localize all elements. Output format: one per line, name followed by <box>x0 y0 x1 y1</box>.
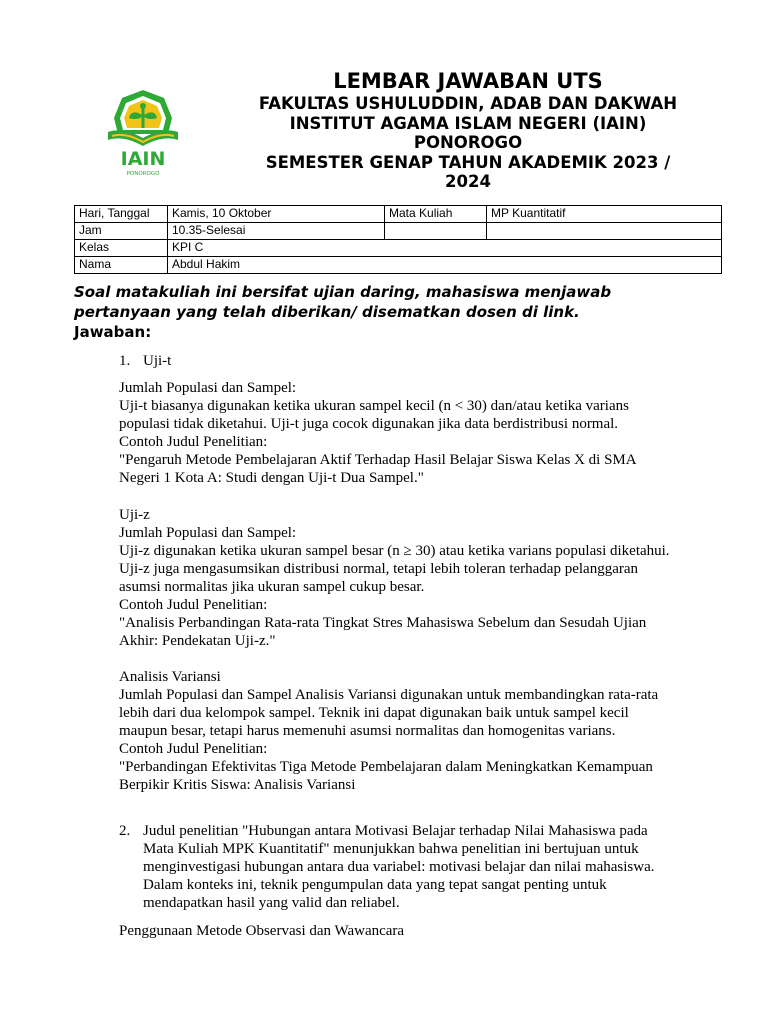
table-cell: Mata Kuliah <box>385 206 487 223</box>
paragraph-line: Jumlah Populasi dan Sampel: <box>119 525 297 541</box>
logo-text: IAIN <box>120 148 166 170</box>
paragraph-line: lebih dari dua kelompok sampel. Teknik ini dapat digunakan baik untuk sampel kecil <box>119 705 629 721</box>
paragraph-line: Uji-z <box>119 507 150 523</box>
paragraph-line: Contoh Judul Penelitian: <box>119 434 268 450</box>
paragraph-line: Contoh Judul Penelitian: <box>119 741 268 757</box>
table-cell: Kamis, 10 Oktober <box>168 206 385 223</box>
paragraph-line: Jumlah Populasi dan Sampel: <box>119 380 297 396</box>
table-cell: Nama <box>75 257 168 274</box>
paragraph-line: Analisis Variansi <box>119 669 221 685</box>
city-line: PONOROGO <box>413 133 523 152</box>
paragraph-line: Dalam konteks ini, teknik pengumpulan data yang tepat sangat penting untuk <box>143 877 607 893</box>
table-cell: Jam <box>75 223 168 240</box>
paragraph-line: "Perbandingan Efektivitas Tiga Metode Pembelajaran dalam Meningkatkan Kemampuan <box>119 759 653 775</box>
instruction-block <box>74 282 734 342</box>
paragraph-line: Uji-z digunakan ketika ukuran sampel besar (n ≥ 30) atau ketika varians populasi diketahui. <box>119 543 670 559</box>
table-cell: Hari, Tanggal <box>75 206 168 223</box>
paragraph-line: Jumlah Populasi dan Sampel Analisis Variansi digunakan untuk membandingkan rata-rata <box>119 687 659 703</box>
paragraph-line: Mata Kuliah MPK Kuantitatif" menunjukkan bahwa penelitian ini bertujuan untuk <box>143 841 639 857</box>
paragraph-line: Penggunaan Metode Observasi dan Wawancara <box>119 923 405 939</box>
table-row <box>75 206 722 223</box>
title-block <box>232 68 704 192</box>
paragraph-line: Contoh Judul Penelitian: <box>119 597 268 613</box>
table-cell: Abdul Hakim <box>168 257 722 274</box>
institute-line: INSTITUT AGAMA ISLAM NEGERI (IAIN) <box>289 113 647 133</box>
paragraph-line: maupun besar, tetapi harus memenuhi asumsi normalitas dan homogenitas varians. <box>119 723 616 739</box>
table-cell <box>385 223 487 240</box>
paragraph-line: menginvestigasi hubungan antara dua variabel: motivasi belajar dan nilai mahasiswa. <box>143 859 655 875</box>
table-cell: MP Kuantitatif <box>487 206 722 223</box>
table-cell: Kelas <box>75 240 168 257</box>
semester-line: SEMESTER GENAP TAHUN AKADEMIK 2023 / <box>265 152 671 172</box>
table-row <box>75 257 722 274</box>
table-row <box>75 223 722 240</box>
table-cell <box>487 223 722 240</box>
paragraph-line: Uji-t biasanya digunakan ketika ukuran sampel kecil (n < 30) dan/atau ketika varians <box>119 398 629 414</box>
paragraph-line: Negeri 1 Kota A: Studi dengan Uji-t Dua Sampel." <box>119 470 424 486</box>
paragraph-line: Judul penelitian "Hubungan antara Motivasi Belajar terhadap Nilai Mahasiswa pada <box>143 823 648 839</box>
year-line: 2024 <box>445 172 491 191</box>
paragraph-line: Akhir: Pendekatan Uji-z." <box>119 633 276 649</box>
paragraph-line: populasi tidak diketahui. Uji-t juga cocok digunakan jika data berdistribusi normal. <box>119 416 619 432</box>
faculty-line: FAKULTAS USHULUDDIN, ADAB DAN DAKWAH <box>258 94 678 113</box>
logo-subtext: PONOROGO <box>126 171 160 177</box>
table-row <box>75 240 722 257</box>
answers-heading: Jawaban: <box>74 323 152 341</box>
question-number: 1. <box>119 353 131 369</box>
info-table <box>74 205 722 274</box>
question-heading: Uji-t <box>143 353 172 369</box>
question-number: 2. <box>119 823 131 839</box>
instruction-line: pertanyaan yang telah diberikan/ disematkan dosen di link. <box>74 303 580 321</box>
paragraph-line: Berpikir Kritis Siswa: Analisis Variansi <box>119 777 356 793</box>
paragraph-line: Uji-z juga mengasumsikan distribusi normal, tetapi lebih toleran terhadap pelanggaran <box>119 561 639 577</box>
paragraph-line: "Pengaruh Metode Pembelajaran Aktif Terhadap Hasil Belajar Siswa Kelas X di SMA <box>119 452 637 468</box>
table-cell: 10.35-Selesai <box>168 223 385 240</box>
instruction-line: Soal matakuliah ini bersifat ujian daring, mahasiswa menjawab <box>74 283 612 301</box>
iain-logo <box>102 88 184 178</box>
sheet-title: LEMBAR JAWABAN UTS <box>333 69 603 93</box>
table-cell: KPI C <box>168 240 722 257</box>
paragraph-line: asumsi normalitas jika ukuran sampel cukup besar. <box>119 579 425 595</box>
paragraph-line: mendapatkan hasil yang valid dan reliabel. <box>143 895 400 911</box>
paragraph-line: "Analisis Perbandingan Rata-rata Tingkat Stres Mahasiswa Sebelum dan Sesudah Ujian <box>119 615 647 631</box>
